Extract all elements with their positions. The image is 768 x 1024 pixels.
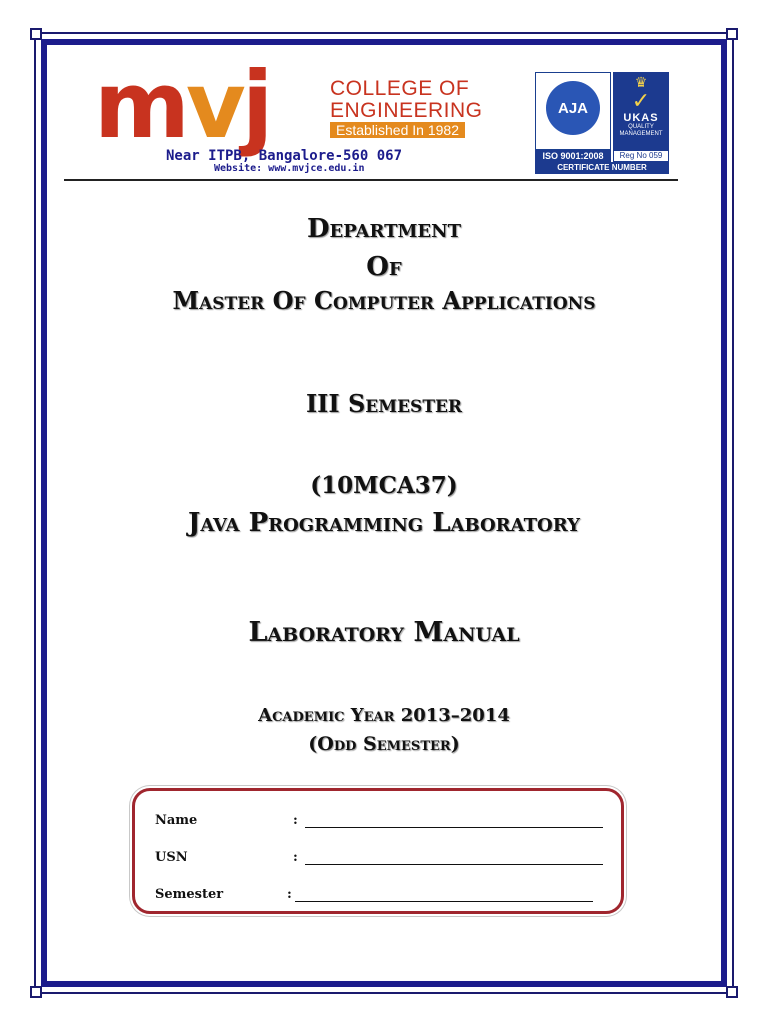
- certificate-number: CERTIFICATE NUMBER: [535, 162, 669, 174]
- established-badge: Established In 1982: [330, 122, 465, 138]
- college-address: Near ITPB, Bangalore-560 067: [166, 148, 403, 164]
- reg-label: Reg No 059: [613, 150, 669, 162]
- name-separator: :: [293, 813, 298, 828]
- college-logo: [94, 52, 270, 159]
- academic-year: Academic Year 2013–2014: [258, 705, 510, 726]
- semester-separator: :: [287, 887, 292, 902]
- ukas-logo: [613, 72, 669, 150]
- aja-text: AJA: [557, 99, 588, 117]
- aja-seal-icon: [546, 81, 600, 135]
- title-of: Of: [366, 252, 402, 282]
- certification-logo: [535, 72, 669, 174]
- checkmark-icon: ✓: [631, 88, 651, 113]
- title-program: Master Of Computer Applications: [172, 286, 596, 315]
- usn-field[interactable]: [305, 864, 603, 865]
- border-corner: [30, 28, 42, 40]
- logo-letter-m: m: [94, 52, 186, 159]
- college-name-line1: COLLEGE OF: [330, 77, 470, 100]
- semester-field[interactable]: [295, 901, 593, 902]
- usn-label: USN: [155, 850, 188, 865]
- logo-letter-j: j: [241, 52, 270, 159]
- border-corner: [726, 28, 738, 40]
- name-field[interactable]: [305, 827, 603, 828]
- header-divider: [64, 179, 678, 181]
- title-semester: III Semester: [305, 389, 463, 418]
- course-code: (10MCA37): [310, 472, 458, 499]
- college-name-line2: ENGINEERING: [330, 99, 483, 122]
- title-department: Department: [307, 214, 461, 244]
- border-corner: [726, 986, 738, 998]
- ukas-subtext: QUALITY MANAGEMENT: [619, 124, 663, 137]
- border-corner: [30, 986, 42, 998]
- manual-title: Laboratory Manual: [248, 617, 520, 648]
- odd-semester: (Odd Semester): [308, 733, 460, 755]
- aja-logo: [535, 72, 611, 150]
- college-website: Website: www.mvjce.edu.in: [214, 163, 365, 174]
- crown-icon: ♛: [634, 74, 648, 90]
- ukas-text: UKAS: [623, 112, 659, 124]
- logo-letter-v: v: [185, 52, 242, 159]
- college-name: [330, 78, 483, 122]
- course-name: Java Programming Laboratory: [188, 508, 580, 538]
- student-details-box: [132, 788, 624, 914]
- iso-label: ISO 9001:2008: [535, 150, 611, 162]
- name-label: Name: [155, 813, 198, 828]
- semester-label: Semester: [155, 887, 224, 902]
- usn-separator: :: [293, 850, 298, 865]
